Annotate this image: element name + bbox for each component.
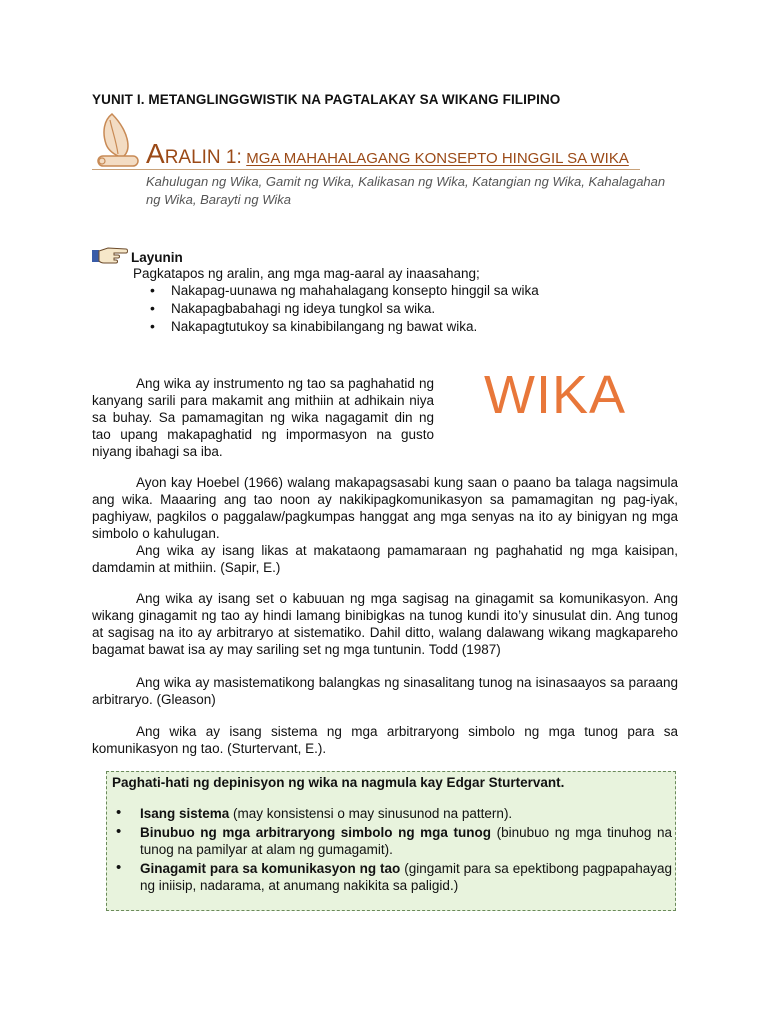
paragraph-1: Ang wika ay instrumento ng tao sa paghahatid ng kanyang sarili para makamit ang mithiin at adhikain niya sa buhay. Sa pamamagitan ng wika nagagamit din ng tao upang makapaghatid ng impormasyon na gusto niyang ibahagi sa iba. (92, 376, 434, 459)
aralin-initial: A (146, 138, 165, 169)
definition-box-title: Paghati-hati ng depinisyon ng wika na nagmula kay Edgar Sturtervant. (112, 775, 565, 790)
list-item: • Nakapagbabahagi ng ideya tungkol sa wika. (150, 301, 539, 319)
objectives-list (150, 283, 539, 337)
definition-list (116, 805, 672, 894)
quill-scroll-icon (92, 110, 142, 172)
list-item: • Nakapag-uunawa ng mahahalagang konsepto hinggil sa wika (150, 283, 539, 301)
paragraph-4: Ang wika ay isang set o kabuuan ng mga sagisag na ginagamit sa komunikasyon. Ang wikang ginagamit ng tao ay hindi lamang binibigkas na tunog kundi ito’y sinusulat din. Ang tunog at sagisag na ito ay arbitraryo at sistematiko. Dahil ditto, walang dalawang wikang magkapareho bagamat bawat isa ay may sariling set ng mga tuntunin. Todd (1987) (92, 591, 678, 657)
aralin-title (146, 138, 629, 170)
list-item: • Isang sistema (may konsistensi o may sinusunod na pattern). (116, 805, 672, 822)
list-item: • Binubuo ng mga arbitraryong simbolo ng mga tunog (binubuo ng mga tinuhog na tunog na pamilyar at alam ng gumagamit). (116, 824, 672, 858)
paragraph-2: Ayon kay Hoebel (1966) walang makapagsasabi kung saan o paano ba talaga nagsimula ang wika. Maaaring ang tao noon ay nakikipagkomunikasyon sa pamamagitan ng pag-iyak, paghiyaw, pagkilos o paggalaw/pagkumpas hanggat ang mga senyas na ito ay binigyan ng mga simbolo o kahulugan. (92, 475, 678, 541)
aralin-subtitle: MGA MAHAHALAGANG KONSEPTO HINGGIL SA WIKA (246, 150, 629, 167)
pointing-hand-icon (92, 244, 128, 266)
list-item: • Ginagamit para sa komunikasyon ng tao (gingamit para sa epektibong pagpapahayag ng iniisip, nadarama, at anumang nakikita sa paligid.) (116, 860, 672, 894)
paragraph-3: Ang wika ay isang likas at makataong pamamaraan ng paghahatid ng mga kaisipan, damdamin at mithiin. (Sapir, E.) (92, 543, 678, 575)
objectives-intro: Pagkatapos ng aralin, ang mga mag-aaral ay inaasahang; (133, 266, 480, 281)
objectives-heading: Layunin (131, 250, 183, 265)
paragraph-6: Ang wika ay isang sistema ng mga arbitraryong simbolo ng mga tunog para sa komunikasyon ng tao. (Sturtervant, E.). (92, 724, 678, 756)
wika-heading: WIKA (484, 365, 627, 425)
aralin-number: RALIN 1: (164, 147, 242, 168)
paragraph-5: Ang wika ay masistematikong balangkas ng sinasalitang tunog na isinasaayos sa paraang arbitraryo. (Gleason) (92, 675, 678, 707)
unit-title: YUNIT I. METANGLINGGWISTIK NA PAGTALAKAY SA WIKANG FILIPINO (92, 92, 561, 107)
list-item: • Nakapagtutukoy sa kinabibilangang ng bawat wika. (150, 319, 539, 337)
aralin-topics: Kahulugan ng Wika, Gamit ng Wika, Kalikasan ng Wika, Katangian ng Wika, Kahalagahan ng Wika, Barayti ng Wika (146, 174, 666, 207)
